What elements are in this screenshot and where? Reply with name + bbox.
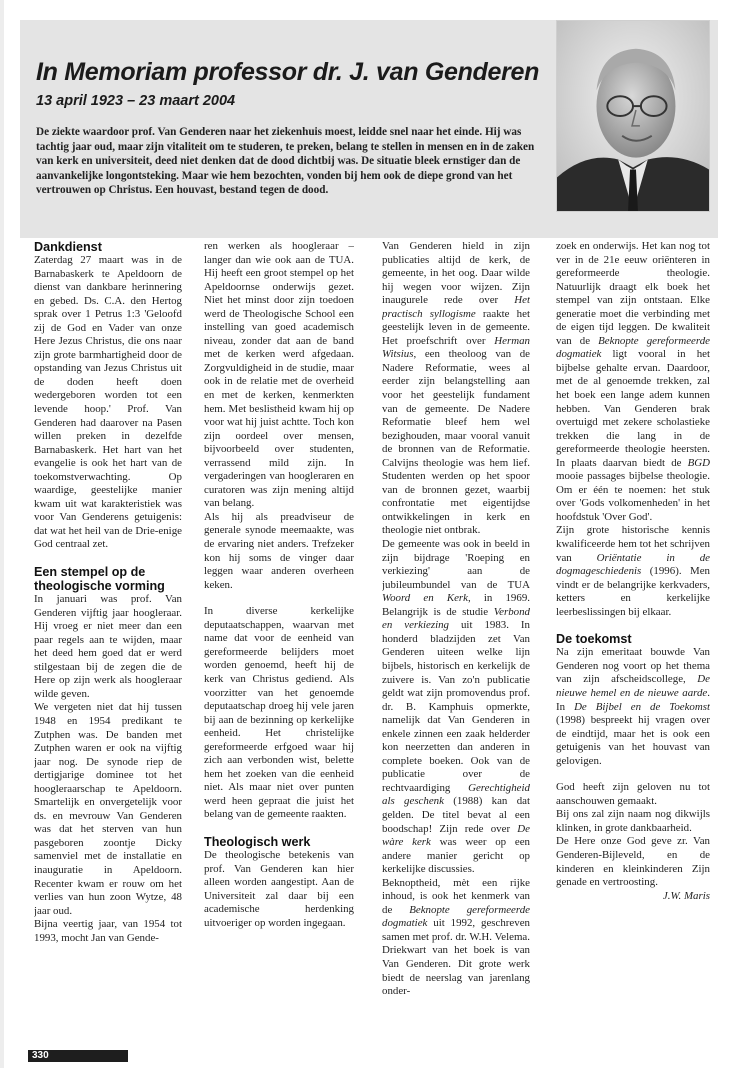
heading-stempel: Een stempel op de theologische vorming	[34, 565, 165, 594]
article-dates: 13 april 1923 – 23 maart 2004	[36, 93, 236, 109]
article-intro: De ziekte waardoor prof. Van Genderen naar het ziekenhuis moest, leidde snel naar het einde. Hij was tachtig jaar oud, maar zijn vitaliteit om te studeren, te preken, belang te stellen in mensen en in de zaken van kerk en universiteit, deed niet denken dat de dood dichtbij was. De situatie bleek ernstiger dan de aanvankelijke longontsteking. Maar wie hem bezochten, vonden bij hem ook de diepe grond van het vertrouwen op Christus. Een houvast, bestand tegen de dood.	[36, 126, 535, 197]
paragraph: Na zijn emeritaat bouwde Van Genderen nog voort op het thema van zijn afscheidscollege, De nieuwe hemel en de nieuwe aarde. In De Bijbel en de Toekomst (1998) bespreekt hij vragen over de eindtijd, maar het is ook een getuigenis van het houvast van gelovigen.	[556, 646, 710, 767]
column-3	[382, 240, 530, 1040]
paragraph: De Here onze God geve zr. Van Genderen-Bijleveld, en de kinderen en kleinkinderen Zijn genade en vertroosting.	[556, 835, 710, 889]
heading-toekomst: De toekomst	[556, 632, 632, 647]
heading-dankdienst: Dankdienst	[34, 240, 102, 254]
portrait-icon	[557, 21, 709, 211]
paragraph: Beknoptheid, mèt een rijke inhoud, is ook het kenmerk van de Beknopte gereformeerde dogmatiek uit 1992, geschreven samen met prof. dr. W.H. Velema. Driekwart van het boek is van Van Genderen. Dit grote werk biedt de neerslag van jarenlang onder-	[382, 876, 530, 998]
column-4	[556, 240, 710, 1040]
heading-theologisch-werk: Theologisch werk	[204, 834, 311, 849]
paragraph: Zijn grote historische kennis kwalificeerde hem tot het schrijven van Oriëntatie in de dogmageschiedenis (1996). Men vindt er de belangrijke kerkvaders, ketters en kerkelijke leerbeslissingen bij elkaar.	[556, 524, 710, 618]
paragraph: De theologische betekenis van prof. Van Genderen kan hier alleen worden aangestipt. Aan de Universiteit zal daar bij een academische herdenking uitvoeriger op worden ingegaan.	[204, 848, 354, 929]
paragraph: zoek en onderwijs. Het kan nog tot ver in de 21e eeuw oriënteren in gereformeerde theologie. Natuurlijk draagt elk boek het stempel van zijn ontstaan. Elke generatie moet die verbinding met de eigen tijd leggen. De kwaliteit van de Beknopte gereformeerde dogmatiek ligt vooral in het bijbelse gehalte ervan. Daardoor, met de al genoemde trekken, zal het boek een lange adem kunnen hebben. Van Genderen brak overtuigd met zekere scholastieke trekken die lang in de gereformeerde theologie heersten. In plaats daarvan biedt de BGD mooie passages bijbelse theologie. Om er één te noemen: het stuk over 'Gods volkomenheden' in het hoofdstuk 'Over God'.	[556, 240, 710, 523]
paragraph: Als hij als preadviseur de generale synode meemaakte, was de ervaring niet anders. Trefzeker kon hij soms de vinger daar leggen waar anderen overheen keken.	[204, 510, 354, 591]
page-edge	[0, 0, 4, 1068]
author-signature: J.W. Maris	[662, 889, 710, 902]
column-1	[34, 240, 182, 1040]
article-title: In Memoriam professor dr. J. van Genderen	[36, 58, 540, 86]
paragraph: We vergeten niet dat hij tussen 1948 en 1954 predikant te Zutphen was. De banden met Zutphen waren er ook na vijftig jaar nog. De synode riep de dertigjarige dominee tot het hoogleraarschap te Apeldoorn. Smartelijk en onvergetelijk voor ds. en mevrouw Van Genderen was dat het sterven van hun pasgeboren zoontje Dicky samenviel met de installatie en inauguratie in Apeldoorn. Recenter kwam er rouw om het verlies van hun zoon Wytze, 48 jaar oud.	[34, 701, 182, 917]
paragraph: De gemeente was ook in beeld in zijn bijdrage 'Roeping en verkiezing' aan de jubileumbundel van de TUA Woord en Kerk, in 1969. Belangrijk is de studie Verbond en verkiezing uit 1983. In honderd bladzijden zet Van Genderen uiteen welke lijn bijbels, historisch en kerkelijk de zuivere is. Van zo'n publicatie geldt wat zijn promovendus prof. dr. B. Kamphuis opmerkte, namelijk dat Van Genderen in enkele zinnen een zaak helderder kon neerzetten dan anderen in complete boeken. Ook van de publicatie over de rechtvaardiging Gerechtigheid als geschenk (1988) kan dat gelden. De titel bevat al een boodschap! Zijn rede over De wàre kerk was weer op een andere manier gericht op kerkelijke discussies.	[382, 538, 530, 876]
paragraph: Bijna veertig jaar, van 1954 tot 1993, mocht Jan van Gende-	[34, 918, 182, 944]
paragraph: In januari was prof. Van Genderen vijftig jaar hoogleraar. Hij vroeg er niet meer dan een paar regels aan te wijden, maar het deed hem goed dat er werd stilgestaan bij de zegen die de Here op zijn werk als hoogleraar wilde geven.	[34, 593, 182, 700]
paragraph: God heeft zijn geloven nu tot aanschouwen gemaakt.	[556, 781, 710, 807]
page-number: 330	[28, 1050, 128, 1062]
portrait-photo	[556, 20, 710, 212]
column-2	[204, 240, 354, 1040]
paragraph: In diverse kerkelijke deputaatschappen, waarvan met name dat voor de eenheid van gereformeerde belijders moet worden genoemd, heeft hij de kerk van Christus gediend. Als voorzitter van het genoemde deputaatschap droeg hij vele jaren bij aan de bezinning op kerkelijke eenheid. Het christelijke gereformeerde erfgoed waar hij zich aan verbonden wist, belette hem het zoeken van die eenheid niet. Als maar niet over punten werd heen gepraat die juist het belang van de gemeente raakten.	[204, 605, 354, 821]
paragraph: Van Genderen hield in zijn publicaties altijd de kerk, de gemeente, in het oog. Daar wilde hij wegen voor wijzen. Zijn inaugurele rede over Het practisch syllogisme raakte het geestelijk leven in de gemeente. Het proefschrift over Herman Witsius, een theoloog van de Nadere Reformatie, wees al eerder zijn belangstelling aan voor het geestelijk fundament van de gemeente. De Nadere Reformatie bleef hem wel bezighouden, maar vooral vanuit de bronnen van de Reformatie. Calvijns theologie was hem lief. Studenten werden op het spoor van de bronnen gezet, waarbij confrontatie met eigentijdse ontwikkelingen in kerk en theologie niet ontbrak.	[382, 240, 530, 537]
paragraph: ren werken als hoogleraar – langer dan wie ook aan de TUA. Hij heeft een groot stempel op het Apeldoornse onderwijs gezet. Niet het minst door zijn toedoen werd de Theologische School een instelling van goed academisch niveau, zonder dat aan de band met de kerken werd afgedaan. Zorgvuldigheid in de studie, maar ook in de relatie met de overheid en met de kerken, kenmerkten hem. Met beslistheid kwam hij op voor wat hij juist achtte. Toch kon zijn oordeel over mensen, bijvoorbeeld over studenten, verrassend mild zijn. In vergaderingen van hoogleraren en curatoren was zijn mening altijd van belang.	[204, 240, 354, 510]
paragraph: Zaterdag 27 maart was in de Barnabaskerk te Apeldoorn de dienst van dankbare herinnering en gebed. Ds. C.A. den Hertog sprak over 1 Petrus 1:3 'Geloofd zij de God en Vader van onze Here Jezus Christus, die ons naar zijn grote barmhartigheid door de opstanding van Jezus Christus uit de doden heeft doen wedergeboren worden tot een levende hoop.' Prof. Van Genderen had daarover na Pasen willen preken in dezelfde Barnabaskerk. Het hart van het evangelie is ook het hart van de toekomstverwachting. Op waardige, geestelijke manier kwam uit wat karakteristiek was voor Van Genderens getuigenis: dat wat het heil van de Drie-enige God centraal zet.	[34, 254, 182, 551]
paragraph: Bij ons zal zijn naam nog dikwijls klinken, in grote dankbaarheid.	[556, 808, 710, 834]
